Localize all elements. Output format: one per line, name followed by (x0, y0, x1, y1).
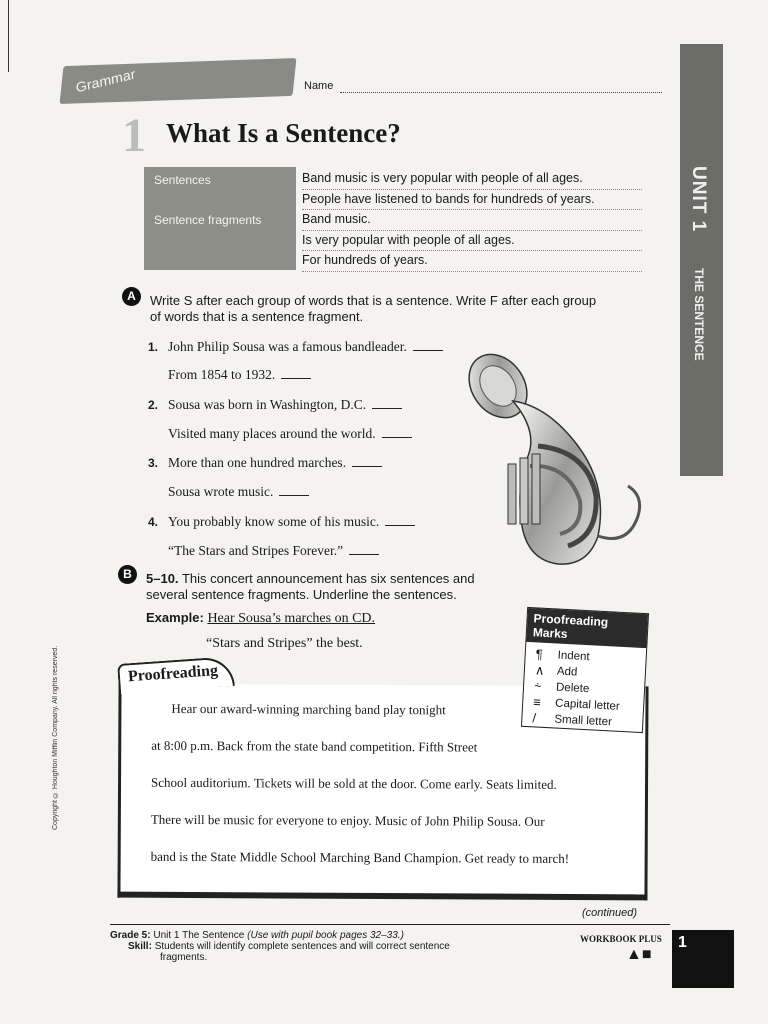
grammar-tab-label: Grammar (75, 65, 137, 96)
definition-line: For hundreds of years. (302, 251, 642, 272)
item-number: 4. (148, 515, 159, 529)
section-a-instructions (150, 293, 660, 325)
indent-icon: ¶ (535, 646, 544, 662)
item-1b (168, 367, 311, 383)
answer-blank[interactable] (385, 525, 415, 526)
proof-line: There will be music for everyone to enjoy. Music of John Philip Sousa. Our (150, 811, 545, 829)
name-label: Name (304, 80, 334, 92)
item-text: From 1854 to 1932. (168, 367, 276, 382)
item-text: John Philip Sousa was a famous bandleader. (168, 339, 407, 354)
mark-label: Add (556, 665, 578, 679)
definition-line: Band music is very popular with people of all ages. (302, 169, 642, 190)
section-b-badge: B (118, 565, 137, 584)
definitions-box (144, 167, 644, 270)
delete-icon: ⸞ (533, 678, 542, 694)
item-text: Visited many places around the world. (168, 426, 376, 441)
instructions-line: of words that is a sentence fragment. (150, 309, 364, 324)
example-label: Example: (146, 610, 204, 625)
item-4a (148, 514, 415, 530)
copyright-notice: Copyright © Houghton Mifflin Company. All rights reserved. (52, 645, 59, 830)
item-1a (148, 339, 443, 355)
small-letter-icon: / (532, 710, 537, 726)
item-number: 3. (148, 456, 159, 470)
answer-blank[interactable] (372, 408, 402, 409)
page-number-box (672, 930, 734, 988)
mark-label: Indent (557, 649, 590, 664)
tuba-illustration (468, 346, 650, 574)
grammar-tab (59, 58, 296, 104)
instructions-line: Write S after each group of words that is a sentence. Write F after each group (150, 293, 597, 308)
section-a-badge: A (122, 287, 141, 306)
definition-line: People have listened to bands for hundreds of years. (302, 190, 642, 211)
answer-blank[interactable] (382, 437, 412, 438)
footer-info (110, 930, 570, 963)
definitions-labels (144, 167, 296, 270)
skill-label: Skill: (128, 941, 152, 952)
proofreading-tab-label: Proofreading (127, 662, 219, 686)
skill-text: Students will identify complete sentences and will correct sentence (154, 941, 450, 952)
page-number: 1 (678, 934, 687, 951)
proofreading-marks-title: Proofreading Marks (526, 608, 648, 648)
example-fragment: “Stars and Stripes” the best. (206, 636, 363, 651)
section-b-instructions (146, 571, 516, 603)
capital-letter-icon: ≡ (532, 694, 542, 710)
mark-label: Delete (555, 681, 590, 696)
proof-line: band is the State Middle School Marching Band Champion. Get ready to march! (150, 848, 570, 866)
proof-line: School auditorium. Tickets will be sold at the door. Come early. Seats limited. (151, 774, 557, 792)
item-range: 5–10. (146, 571, 179, 586)
definitions-examples (302, 169, 642, 272)
shape-marks: ▲■ (626, 946, 652, 963)
footer-rule (110, 924, 670, 925)
item-text: Sousa was born in Washington, D.C. (168, 397, 367, 412)
item-3b (168, 484, 309, 500)
fragments-label: Sentence fragments (154, 213, 262, 227)
continued-label: (continued) (582, 907, 638, 919)
example-block (146, 610, 375, 627)
unit-topic: THE SENTENCE (692, 268, 706, 361)
answer-blank[interactable] (349, 554, 379, 555)
example-sentence: Hear Sousa’s marches on CD. (207, 611, 376, 626)
grade-label: Grade 5: (110, 930, 151, 941)
item-text: Sousa wrote music. (168, 484, 274, 499)
answer-blank[interactable] (279, 495, 309, 496)
mark-label: Capital letter (554, 697, 620, 713)
item-number: 2. (148, 398, 159, 412)
unit-label: UNIT 1 (688, 166, 709, 233)
answer-blank[interactable] (352, 466, 382, 467)
skill-text: fragments. (160, 952, 208, 963)
workbook-label: WORKBOOK PLUS (580, 934, 662, 944)
proof-line: at 8:00 p.m. Back from the state band competition. Fifth Street (151, 737, 478, 755)
definition-line: Band music. (302, 210, 642, 231)
answer-blank[interactable] (413, 350, 443, 351)
proofreading-marks-box (521, 607, 649, 733)
pupil-book-ref: (Use with pupil book pages 32–33.) (247, 930, 404, 941)
answer-blank[interactable] (281, 378, 311, 379)
page-title: What Is a Sentence? (166, 118, 401, 148)
proof-line: Hear our award-winning marching band play tonight (171, 700, 446, 718)
item-text: You probably know some of his music. (168, 514, 380, 529)
item-text: “The Stars and Stripes Forever.” (168, 543, 344, 558)
item-number: 1. (148, 340, 159, 354)
grade-value: Unit 1 The Sentence (153, 930, 245, 941)
mark-label: Small letter (554, 713, 613, 729)
instructions-line: This concert announcement has six sentences and (181, 571, 475, 586)
item-text: More than one hundred marches. (168, 455, 347, 470)
lesson-number: 1 (122, 109, 146, 162)
item-2b (168, 426, 412, 442)
add-icon: ∧ (534, 662, 545, 678)
margin-mark (8, 0, 9, 72)
sentences-label: Sentences (154, 173, 211, 187)
name-line (340, 92, 662, 93)
definition-line: Is very popular with people of all ages. (302, 231, 642, 252)
item-4b (168, 543, 379, 559)
item-2a (148, 397, 402, 413)
unit-side-strip (680, 44, 723, 476)
item-3a (148, 455, 382, 471)
instructions-line: several sentence fragments. Underline the sentences. (146, 587, 457, 602)
